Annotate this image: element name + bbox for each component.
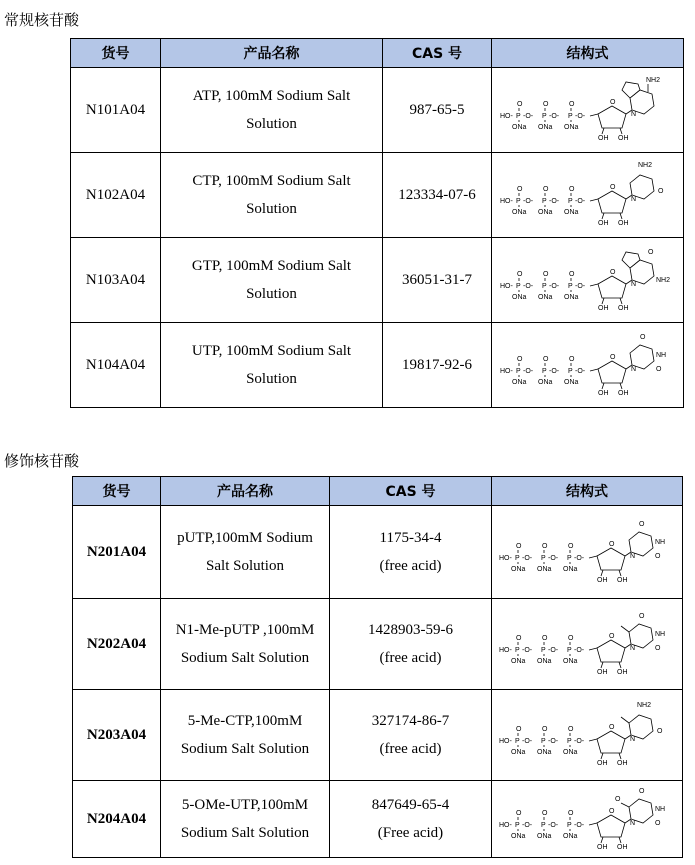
header-name: 产品名称 — [161, 39, 383, 68]
header-id: 货号 — [73, 477, 161, 506]
keto-label: O — [639, 521, 645, 528]
section-title-regular-nucleotides: 常规核苷酸 — [4, 11, 80, 29]
cas-number: 987-65-5 — [409, 102, 465, 118]
ring-nitrogen-label: N — [630, 736, 636, 743]
oxo-label: O — [568, 726, 574, 733]
bridging-oxygen-label: -O- — [522, 113, 533, 120]
hydroxyl-2-label: OH — [597, 135, 608, 142]
ribose-ring — [598, 361, 626, 383]
imidazole-ring — [622, 252, 640, 268]
phosphorus-label: P — [541, 198, 547, 205]
bond-line — [602, 213, 604, 219]
ring-oxygen-label: O — [609, 269, 615, 276]
oxo-label: O — [568, 271, 574, 278]
sodium-oxide-label: ONa — [563, 209, 578, 216]
bond-line — [589, 739, 597, 741]
hydroxyl-3-label: OH — [617, 577, 628, 584]
cas-note: (free acid) — [379, 650, 442, 666]
hydroxyl-label: HO- — [499, 368, 513, 375]
product-id-cell: N202A04 — [73, 599, 161, 690]
ribose-ring — [597, 640, 625, 662]
product-name-cell — [161, 238, 383, 323]
bridging-oxygen-label: -O- — [522, 822, 533, 829]
hydroxyl-label: HO- — [499, 113, 513, 120]
product-name-cell — [161, 153, 383, 238]
amine-label: NH2 — [655, 277, 670, 284]
sodium-oxide-label: ONa — [511, 749, 526, 756]
structure-diagram — [497, 606, 677, 682]
header-structure: 结构式 — [492, 477, 683, 506]
sodium-oxide-label: ONa — [511, 209, 526, 216]
sodium-oxide-label: ONa — [511, 294, 526, 301]
bond-line — [619, 753, 621, 759]
phosphorus-label: P — [515, 113, 521, 120]
ring-oxygen-label: O — [609, 354, 615, 361]
oxo-label: O — [516, 356, 522, 363]
table-row — [71, 238, 684, 323]
hydroxyl-2-label: OH — [597, 760, 608, 767]
oxo-label: O — [516, 543, 522, 550]
ring-nitrogen-label: N — [630, 820, 636, 827]
bridging-oxygen-label: -O- — [522, 647, 533, 654]
sodium-oxide-label: ONa — [537, 294, 552, 301]
bridging-oxygen-label: -O- — [548, 822, 559, 829]
amine-label: NH2 — [637, 162, 652, 169]
bridging-oxygen-label: -O- — [574, 283, 585, 290]
bridging-oxygen-label: -O- — [574, 822, 585, 829]
bridging-oxygen-label: -O- — [574, 368, 585, 375]
sodium-oxide-label: ONa — [511, 833, 526, 840]
oxo-label: O — [516, 635, 522, 642]
cas-number: 123334-07-6 — [398, 187, 476, 203]
bridging-oxygen-label: -O- — [548, 555, 559, 562]
header-structure: 结构式 — [492, 39, 684, 68]
phosphorus-label: P — [515, 555, 520, 562]
product-name-line1: 5-Me-CTP,100mM — [187, 713, 303, 729]
hydroxyl-3-label: OH — [617, 844, 628, 851]
oxo-label: O — [542, 726, 548, 733]
keto-label: O — [639, 788, 645, 795]
sodium-oxide-label: ONa — [563, 658, 578, 665]
table-row — [73, 506, 683, 599]
oxo-label: O — [516, 271, 522, 278]
ring-nitrogen-label: N — [630, 645, 636, 652]
sodium-oxide-label: ONa — [537, 124, 552, 131]
structure-cell — [492, 599, 683, 690]
hydroxyl-2-label: OH — [597, 844, 608, 851]
bridging-oxygen-label: -O- — [548, 283, 559, 290]
bond-line — [619, 837, 621, 843]
phosphorus-label: P — [515, 647, 520, 654]
bridging-oxygen-label: -O- — [522, 368, 533, 375]
product-name-line1: 5-OMe-UTP,100mM — [181, 797, 309, 813]
oxo-label: O — [516, 186, 522, 193]
ring-oxygen-label: O — [609, 724, 615, 731]
structure-cell — [492, 153, 684, 238]
oxo-label: O — [568, 356, 574, 363]
table-row — [73, 599, 683, 690]
hydroxyl-3-label: OH — [617, 390, 628, 397]
ring-oxygen-label: O — [609, 99, 615, 106]
structure-diagram — [498, 157, 678, 233]
bond-line — [601, 570, 603, 576]
ring-oxygen-label: O — [609, 184, 615, 191]
table-row — [71, 68, 684, 153]
imine-label: NH — [655, 539, 666, 546]
phosphorus-label: P — [567, 368, 573, 375]
phosphorus-label: P — [541, 738, 546, 745]
sodium-oxide-label: ONa — [563, 379, 578, 386]
bridging-oxygen-label: -O- — [522, 283, 533, 290]
oxo-label: O — [568, 101, 574, 108]
hydroxyl-3-label: OH — [617, 305, 628, 312]
hydroxyl-3-label: OH — [617, 135, 628, 142]
product-name-line2: Solution — [246, 286, 297, 302]
bond-line — [590, 369, 598, 371]
bridging-oxygen-label: -O- — [548, 738, 559, 745]
phosphorus-label: P — [567, 555, 572, 562]
table-row — [71, 323, 684, 408]
ribose-ring — [597, 548, 625, 570]
cas-number-cell — [383, 238, 492, 323]
oxo-label: O — [542, 101, 548, 108]
product-name-line1: ATP, 100mM Sodium Salt — [192, 88, 351, 104]
sodium-oxide-label: ONa — [537, 379, 552, 386]
header-cas: CAS 号 — [330, 477, 492, 506]
sodium-oxide-label: ONa — [511, 658, 526, 665]
ring-oxygen-label: O — [609, 808, 615, 815]
product-id-cell: N102A04 — [71, 153, 161, 238]
ribose-ring — [597, 815, 625, 837]
product-name-line2: Solution — [246, 116, 297, 132]
ring-nitrogen-label: N — [630, 111, 636, 118]
oxo-label: O — [542, 543, 548, 550]
bond-line — [621, 626, 629, 632]
bond-line — [620, 128, 622, 134]
cas-number: 19817-92-6 — [402, 357, 472, 373]
bond-line — [619, 662, 621, 668]
imidazole-ring — [622, 82, 640, 98]
structure-diagram — [497, 781, 677, 857]
oxo-label: O — [568, 543, 574, 550]
bond-line — [621, 803, 629, 807]
phosphorus-label: P — [541, 822, 546, 829]
table-row — [71, 153, 684, 238]
keto-label: O — [655, 553, 661, 560]
phosphorus-label: P — [541, 283, 547, 290]
bond-line — [621, 717, 629, 723]
cas-number: 327174-86-7 — [371, 713, 450, 729]
table-row — [73, 690, 683, 781]
product-name-line2: Solution — [246, 201, 297, 217]
product-name-cell — [161, 323, 383, 408]
imine-label: NH — [655, 806, 666, 813]
phosphorus-label: P — [541, 647, 546, 654]
keto-label: O — [655, 645, 661, 652]
product-name-line1: pUTP,100mM Sodium — [177, 530, 313, 546]
product-name-line1: CTP, 100mM Sodium Salt — [192, 173, 351, 189]
sodium-oxide-label: ONa — [563, 566, 578, 573]
header-name: 产品名称 — [161, 477, 330, 506]
phosphorus-label: P — [567, 822, 572, 829]
oxo-label: O — [568, 810, 574, 817]
sodium-oxide-label: ONa — [511, 124, 526, 131]
hydroxyl-label: HO- — [499, 555, 512, 562]
modified-nucleotides-table — [72, 476, 683, 858]
bridging-oxygen-label: -O- — [548, 198, 559, 205]
bond-line — [602, 383, 604, 389]
structure-cell — [492, 781, 683, 858]
structure-diagram — [498, 327, 678, 403]
header-id: 货号 — [71, 39, 161, 68]
hydroxyl-label: HO- — [499, 198, 513, 205]
hydroxyl-label: HO- — [499, 822, 512, 829]
hydroxyl-label: HO- — [499, 738, 512, 745]
bridging-oxygen-label: -O- — [574, 198, 585, 205]
bond-line — [589, 823, 597, 825]
amine-label: NH2 — [637, 702, 652, 709]
product-name-line2: Sodium Salt Solution — [180, 825, 310, 841]
hydroxyl-2-label: OH — [597, 390, 608, 397]
phosphorus-label: P — [515, 368, 521, 375]
structure-cell — [492, 506, 683, 599]
structure-cell — [492, 238, 684, 323]
structure-diagram — [498, 72, 678, 148]
table-row — [73, 781, 683, 858]
bond-line — [601, 662, 603, 668]
phosphorus-label: P — [515, 738, 520, 745]
structure-cell — [492, 690, 683, 781]
header-cas: CAS 号 — [383, 39, 492, 68]
hydroxyl-3-label: OH — [617, 669, 628, 676]
bond-line — [602, 128, 604, 134]
oxo-label: O — [516, 101, 522, 108]
sodium-oxide-label: ONa — [563, 833, 578, 840]
bond-line — [620, 383, 622, 389]
product-id-cell: N104A04 — [71, 323, 161, 408]
oxo-label: O — [542, 810, 548, 817]
keto-label: O — [655, 366, 661, 373]
bond-line — [619, 570, 621, 576]
bond-line — [590, 199, 598, 201]
product-name-line1: GTP, 100mM Sodium Salt — [191, 258, 352, 274]
ring-nitrogen-label: N — [630, 281, 636, 288]
cas-number-cell — [383, 323, 492, 408]
cas-number-cell — [330, 781, 492, 858]
product-name-cell — [161, 68, 383, 153]
bridging-oxygen-label: -O- — [548, 368, 559, 375]
product-id-cell: N201A04 — [73, 506, 161, 599]
keto-label: O — [647, 249, 653, 256]
product-name-cell — [161, 690, 330, 781]
imine-label: NH — [655, 631, 666, 638]
cas-number-cell — [383, 68, 492, 153]
product-name-line2: Sodium Salt Solution — [180, 741, 310, 757]
product-name-line2: Sodium Salt Solution — [180, 650, 310, 666]
structure-cell — [492, 323, 684, 408]
bridging-oxygen-label: -O- — [522, 198, 533, 205]
oxo-label: O — [542, 271, 548, 278]
phosphorus-label: P — [567, 283, 573, 290]
keto-label: O — [655, 820, 661, 827]
phosphorus-label: P — [515, 822, 520, 829]
sodium-oxide-label: ONa — [511, 566, 526, 573]
ribose-ring — [598, 276, 626, 298]
bond-line — [620, 298, 622, 304]
cas-note: (free acid) — [379, 741, 442, 757]
bridging-oxygen-label: -O- — [548, 113, 559, 120]
phosphorus-label: P — [567, 198, 573, 205]
product-name-line1: N1-Me-pUTP ,100mM — [175, 622, 315, 638]
phosphorus-label: P — [515, 198, 521, 205]
cas-note: (free acid) — [379, 558, 442, 574]
cas-note: (Free acid) — [377, 825, 444, 841]
ring-oxygen-label: O — [609, 633, 615, 640]
bridging-oxygen-label: -O- — [574, 555, 585, 562]
ribose-ring — [598, 106, 626, 128]
structure-diagram — [498, 242, 678, 318]
bond-line — [601, 753, 603, 759]
bridging-oxygen-label: -O- — [574, 647, 585, 654]
bridging-oxygen-label: -O- — [574, 738, 585, 745]
cas-number-cell — [330, 599, 492, 690]
product-name-line2: Solution — [246, 371, 297, 387]
oxo-label: O — [516, 810, 522, 817]
oxo-label: O — [542, 356, 548, 363]
table-header-row — [73, 477, 683, 506]
oxo-label: O — [542, 186, 548, 193]
sodium-oxide-label: ONa — [563, 294, 578, 301]
hydroxyl-label: HO- — [499, 283, 513, 290]
hydroxyl-label: HO- — [499, 647, 512, 654]
phosphorus-label: P — [541, 555, 546, 562]
phosphorus-label: P — [567, 113, 573, 120]
bond-line — [590, 284, 598, 286]
product-id-cell: N101A04 — [71, 68, 161, 153]
hydroxyl-3-label: OH — [617, 220, 628, 227]
methoxy-oxygen-label: O — [615, 796, 621, 803]
product-name-cell — [161, 506, 330, 599]
sodium-oxide-label: ONa — [563, 749, 578, 756]
product-name-line2: Salt Solution — [206, 558, 284, 574]
product-name-cell — [161, 781, 330, 858]
regular-nucleotides-table — [70, 38, 684, 408]
hydroxyl-2-label: OH — [597, 669, 608, 676]
phosphorus-label: P — [567, 738, 572, 745]
ring-nitrogen-label: N — [630, 196, 636, 203]
keto-label: O — [639, 334, 645, 341]
hydroxyl-2-label: OH — [597, 305, 608, 312]
structure-diagram — [497, 514, 677, 590]
cas-number-cell — [383, 153, 492, 238]
oxo-label: O — [542, 635, 548, 642]
phosphorus-label: P — [515, 283, 521, 290]
product-id-cell: N204A04 — [73, 781, 161, 858]
phosphorus-label: P — [567, 647, 572, 654]
bond-line — [589, 556, 597, 558]
cas-number-cell — [330, 506, 492, 599]
ring-oxygen-label: O — [609, 541, 615, 548]
sodium-oxide-label: ONa — [537, 833, 552, 840]
oxo-label: O — [568, 635, 574, 642]
bridging-oxygen-label: -O- — [522, 738, 533, 745]
sodium-oxide-label: ONa — [563, 124, 578, 131]
cas-number: 1175-34-4 — [379, 530, 442, 546]
ring-nitrogen-label: N — [630, 366, 636, 373]
sodium-oxide-label: ONa — [537, 658, 552, 665]
table-header-row — [71, 39, 684, 68]
oxo-label: O — [568, 186, 574, 193]
keto-label: O — [639, 613, 645, 620]
bond-line — [602, 298, 604, 304]
sodium-oxide-label: ONa — [537, 749, 552, 756]
bond-line — [620, 213, 622, 219]
bridging-oxygen-label: -O- — [574, 113, 585, 120]
ribose-ring — [597, 731, 625, 753]
product-name-line1: UTP, 100mM Sodium Salt — [191, 343, 352, 359]
section-title-modified-nucleotides: 修饰核苷酸 — [4, 452, 80, 470]
hydroxyl-3-label: OH — [617, 760, 628, 767]
amine-label: NH2 — [645, 77, 660, 84]
product-id-cell: N103A04 — [71, 238, 161, 323]
imine-label: NH — [655, 352, 666, 359]
oxo-label: O — [516, 726, 522, 733]
bond-line — [601, 837, 603, 843]
cas-number: 847649-65-4 — [371, 797, 450, 813]
product-id-cell: N203A04 — [73, 690, 161, 781]
phosphorus-label: P — [541, 113, 547, 120]
hydroxyl-2-label: OH — [597, 577, 608, 584]
bridging-oxygen-label: -O- — [522, 555, 533, 562]
phosphorus-label: P — [541, 368, 547, 375]
hydroxyl-2-label: OH — [597, 220, 608, 227]
bond-line — [589, 648, 597, 650]
keto-label: O — [657, 728, 663, 735]
sodium-oxide-label: ONa — [537, 209, 552, 216]
cas-number-cell — [330, 690, 492, 781]
sodium-oxide-label: ONa — [537, 566, 552, 573]
keto-label: O — [657, 188, 663, 195]
bridging-oxygen-label: -O- — [548, 647, 559, 654]
cas-number: 1428903-59-6 — [368, 622, 453, 638]
product-name-cell — [161, 599, 330, 690]
structure-cell — [492, 68, 684, 153]
sodium-oxide-label: ONa — [511, 379, 526, 386]
ring-nitrogen-label: N — [630, 553, 636, 560]
ribose-ring — [598, 191, 626, 213]
bond-line — [590, 114, 598, 116]
structure-diagram — [497, 697, 677, 773]
cas-number: 36051-31-7 — [402, 272, 472, 288]
